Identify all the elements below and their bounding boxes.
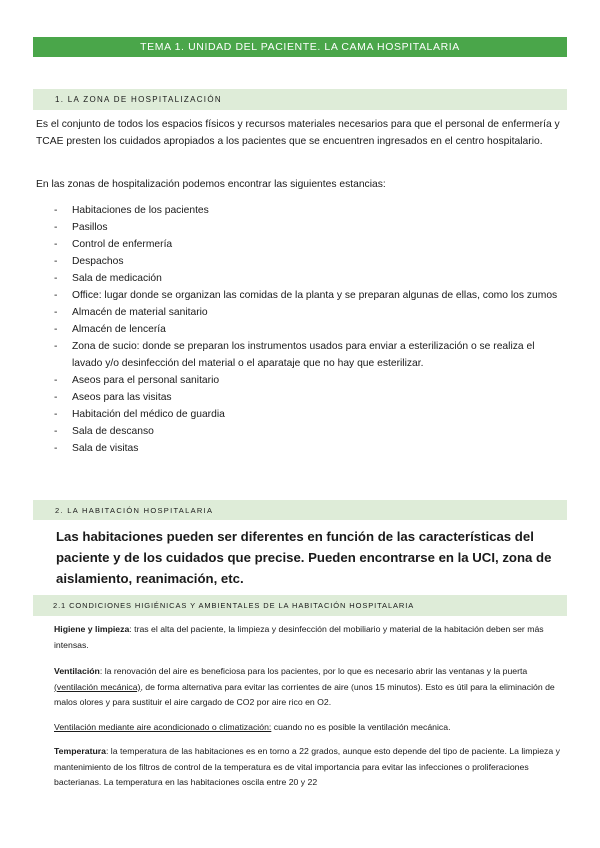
list-item: - Habitación del médico de guardia xyxy=(36,406,566,423)
paragraph-higiene xyxy=(54,622,566,653)
list-item: - Sala de medicación xyxy=(36,270,566,287)
list-item: - Office: lugar donde se organizan las comidas de la planta y se preparan algunas de ellas, como los zumos xyxy=(36,287,566,304)
temperatura-label: Temperatura xyxy=(54,746,106,756)
climatizacion-label: Ventilación mediante aire acondicionado o climatización: xyxy=(54,722,272,732)
list-item: - Zona de sucio: donde se preparan los instrumentos usados para enviar a esterilización o se realiza el lavado y/o desinfección del material o el aparataje que no hay que esterilizar. xyxy=(36,338,566,372)
section-2-summary: Las habitaciones pueden ser diferentes en función de las características del paciente y de los cuidados que precise. Pueden encontrarse en la UCI, zona de aislamiento, reanimación, etc. xyxy=(56,529,552,586)
ventilacion-text-b: , de forma alternativa para evitar las corrientes de aire (unos 15 minutos). Esto es útil para la eliminación de malos olores y para sustituir el aire cargado de CO2 por aire rico en O2. xyxy=(54,681,555,707)
list-item: - Pasillos xyxy=(36,219,566,236)
list-item: - Almacén de material sanitario xyxy=(36,304,566,321)
ventilacion-mecanica-link: (ventilación mecánica) xyxy=(54,681,141,692)
list-item: - Aseos para el personal sanitario xyxy=(36,372,566,389)
paragraph-climatizacion xyxy=(54,720,566,736)
list-item: - Despachos xyxy=(36,253,566,270)
paragraph-ventilacion xyxy=(54,664,566,711)
higiene-text: : tras el alta del paciente, la limpieza y desinfección del mobiliario y material de la habitación deben ser más intensas. xyxy=(54,624,544,650)
higiene-label: Higiene y limpieza xyxy=(54,624,130,634)
section-2-heading: 2. LA HABITACIÓN HOSPITALARIA xyxy=(33,500,567,520)
section-2-1-heading: 2.1 CONDICIONES HIGIÉNICAS Y AMBIENTALES DE LA HABITACIÓN HOSPITALARIA xyxy=(33,595,567,616)
temperatura-text: : la temperatura de las habitaciones es en torno a 22 grados, aunque esto depende del tipo de paciente. La limpieza y mantenimiento de los filtros de control de la temperatura es de vital importancia para evitar las infecciones o proliferaciones bacterianas. La temperatura en las habitaciones oscila entre 20 y 22 xyxy=(54,746,560,787)
list-item: - Aseos para las visitas xyxy=(36,389,566,406)
list-item: - Habitaciones de los pacientes xyxy=(36,202,566,219)
list-item: - Sala de visitas xyxy=(36,440,566,457)
document-title: TEMA 1. UNIDAD DEL PACIENTE. LA CAMA HOSPITALARIA xyxy=(33,37,567,57)
list-item: - Almacén de lencería xyxy=(36,321,566,338)
list-item: - Sala de descanso xyxy=(36,423,566,440)
ventilacion-label: Ventilación xyxy=(54,666,100,676)
section-1-lead: En las zonas de hospitalización podemos encontrar las siguientes estancias: xyxy=(36,179,386,190)
section-1-heading: 1. LA ZONA DE HOSPITALIZACIÓN xyxy=(33,89,567,110)
climatizacion-text: cuando no es posible la ventilación mecánica. xyxy=(271,722,451,732)
paragraph-temperatura xyxy=(54,744,566,791)
rooms-list xyxy=(36,202,566,457)
section-1-intro: Es el conjunto de todos los espacios físicos y recursos materiales necesarios para que el personal de enfermería y TCAE presten los cuidados apropiados a los pacientes que se encuentren ingresados en el centro hospitalario. xyxy=(36,119,560,147)
ventilacion-text-a: : la renovación del aire es beneficiosa para los pacientes, por lo que es necesario abrir las ventanas y la puerta xyxy=(99,666,528,676)
list-item: - Control de enfermería xyxy=(36,236,566,253)
